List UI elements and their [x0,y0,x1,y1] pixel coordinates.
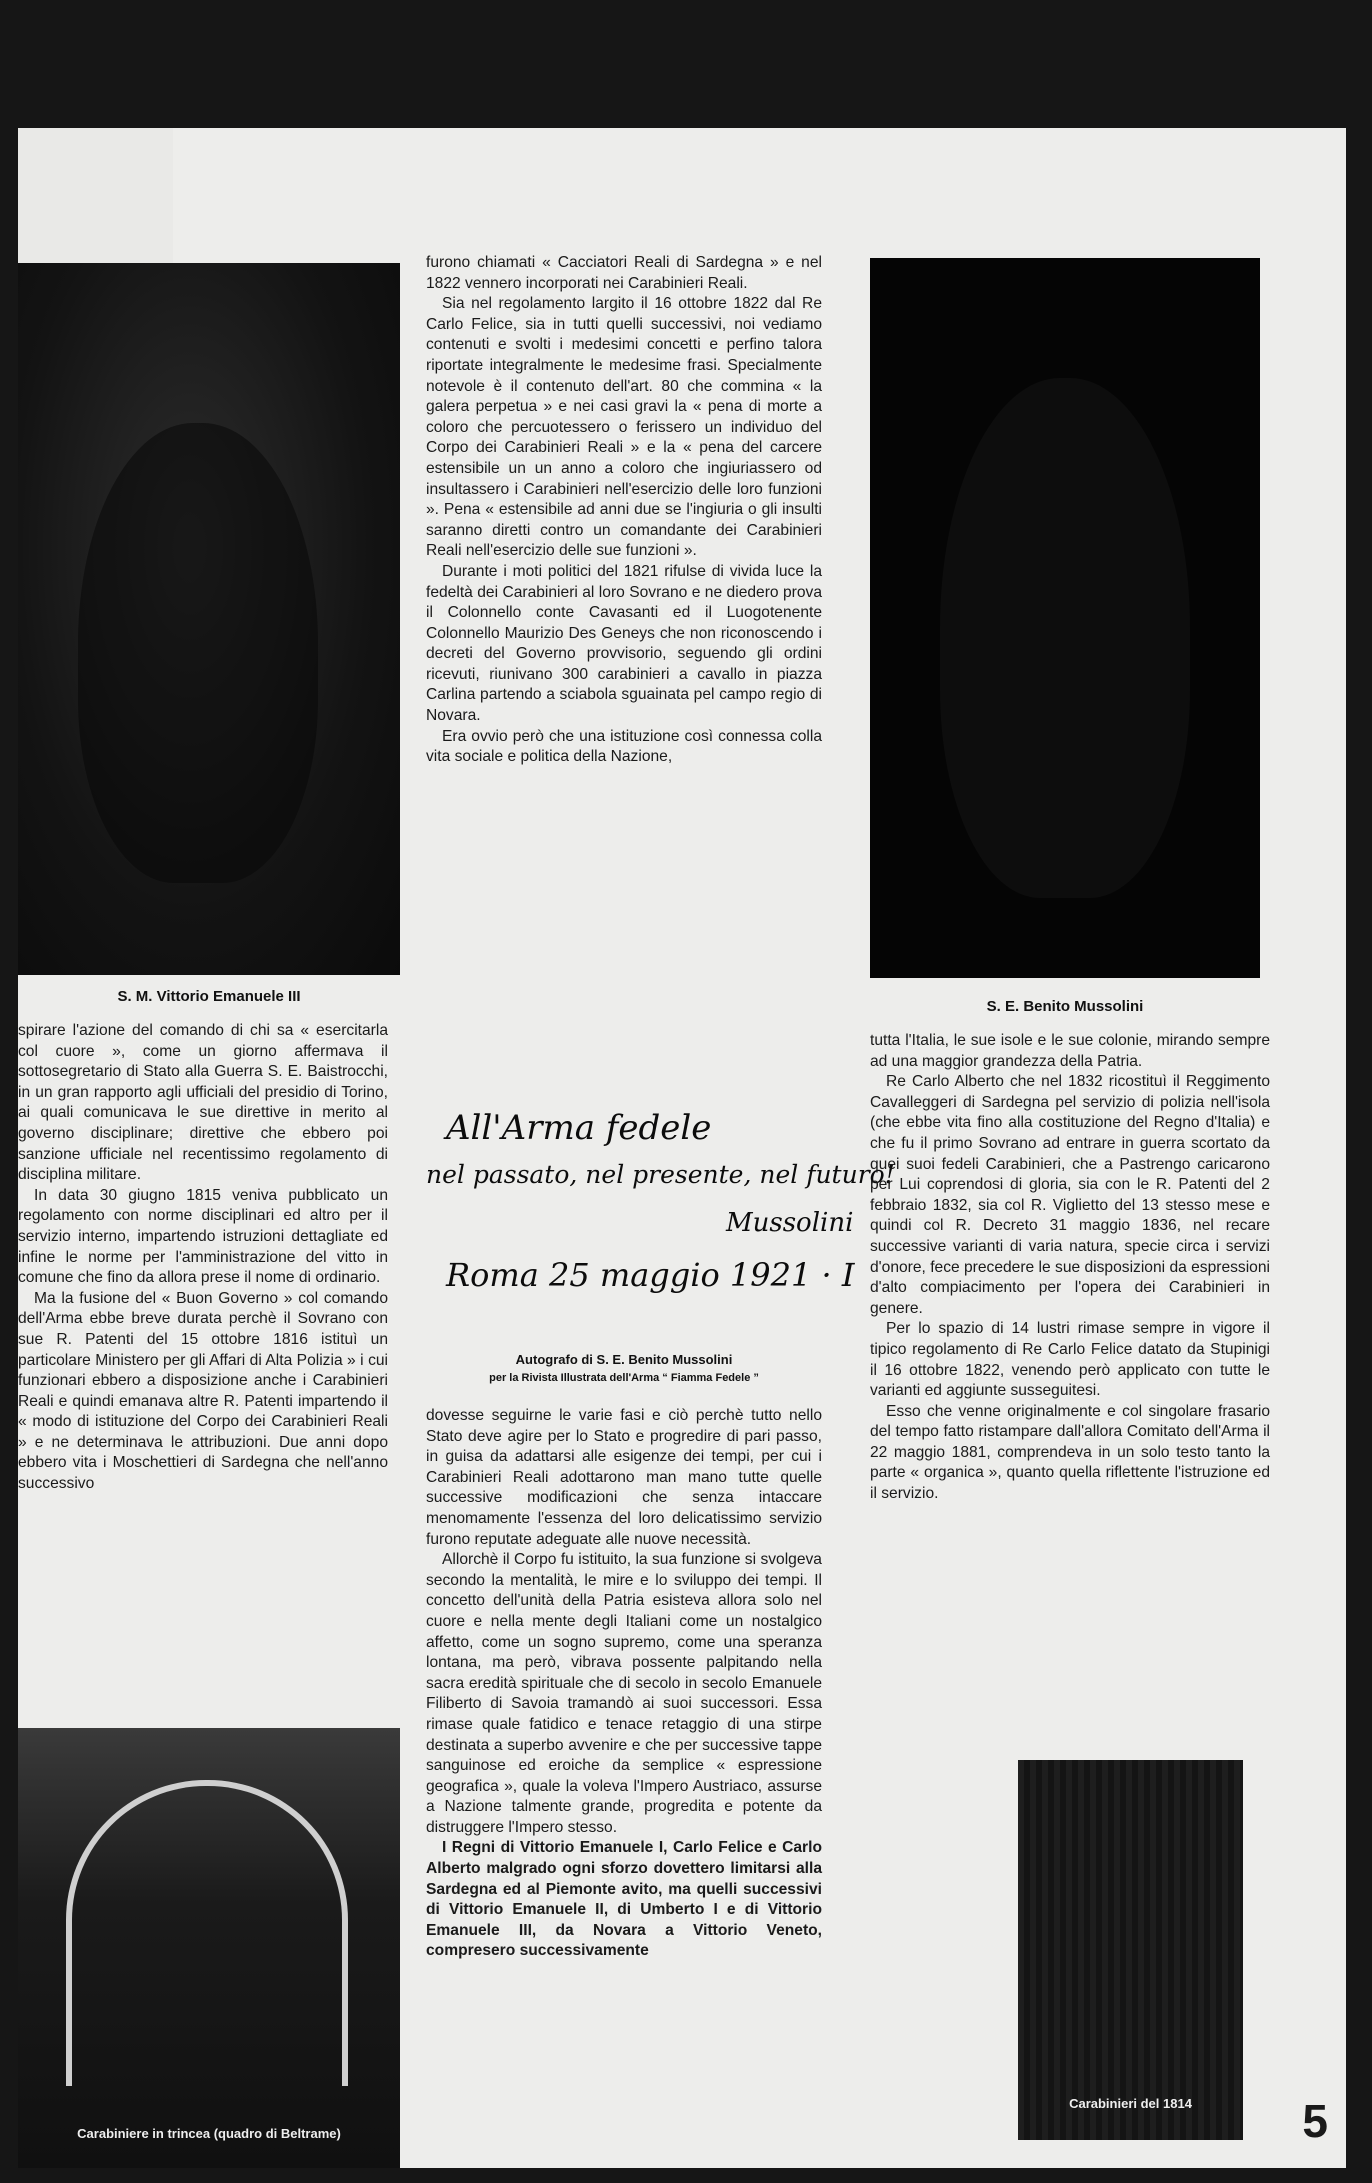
paragraph: Esso che venne originalmente e col singolare frasario del tempo fatto ristampare dall'allora Comitato dell'Arma il 22 maggio 1881, comprendeva in un solo testo tanto la parte « organica », quanto quella riflettente l'istruzione ed il servizio. [870,1402,1270,1503]
king-portrait-photo [18,263,400,975]
magazine-page [18,128,1346,2168]
paragraph: Durante i moti politici del 1821 rifulse di vivida luce la fedeltà dei Carabinieri al loro Sovrano e ne diedero prova il Colonnello conte Cavasanti ed il Luogotenente Colonnello Maurizio Des Geneys che non riconoscendo i decreti del Governo provvisorio, seguendo gli ordini ricevuti, riunivano 300 carabinieri a cavallo in piazza Carlina partendo a sciabola sguainata pel campo regio di Novara. [426,562,822,725]
autograph-caption: Autografo di S. E. Benito Mussolini [515,1352,733,1367]
autograph-line-3: Roma 25 maggio 1921 · I [446,1256,855,1294]
trench-caption: Carabiniere in trincea (quadro di Beltrame) [77,2126,341,2141]
king-caption: S. M. Vittorio Emanuele III [117,988,301,1005]
paragraph: Ma la fusione del « Buon Governo » col comando dell'Arma ebbe breve durata perchè il Sovrano con sue R. Patenti del 15 ottobre 1816 istituì un particolare Ministero per gli Affari di Alta Polizia » i cui funzionari ebbero a disposizione anche i Carabinieri Reali e quindi emanava altre R. Patenti impartendo il « modo di istituzione del Corpo dei Carabinieri Reali » e ne determinava le attribuzioni. Due anni dopo ebbero vita i Moschettieri di Sardegna che nell'anno successivo [18,1289,388,1493]
autograph-subcaption: per la Rivista Illustrata dell'Arma “ Fiamma Fedele ” [489,1372,759,1384]
paragraph: spirare l'azione del comando di chi sa « esercitarla col cuore », come un giorno affermava il sottosegretario di Stato alla Guerra S. E. Baistrocchi, in un gran rapporto agli ufficiali del presidio di Torino, ai quali comunicava le sue direttive in merito al governo disciplinare; direttive che ebbero poi sanzione ufficiale nel recentissimo regolamento di disciplina militare. [18,1022,388,1184]
cavalry-photo [1018,1760,1243,2140]
paragraph: Allorchè il Corpo fu istituito, la sua funzione si svolgeva secondo la mentalità, le mire e lo sviluppo dei tempi. Il concetto dell'unità della Patria esisteva allora solo nel cuore e nella mente degli Italiani come un nostalgico affetto, come un sogno supremo, come una speranza lontana, ma però, vibrava possente palpitando nella sacra eredità spirituale che di secolo in secolo Emanuele Filiberto di Savoia tramandò ai suoi successori. Essa rimase quale fatidico e tenace retaggio di una stirpe destinata a superbo avvenire e che per successive tappe sanguinose ed eroiche da semplice « espressione geografica », quale la voleva l'Impero Austriaco, assurse a Nazione talmente grande, progredita e potente da distruggere l'Impero stesso. [426,1551,822,1836]
arch-frame [66,1780,348,2086]
paragraph: Sia nel regolamento largito il 16 ottobre 1822 dal Re Carlo Felice, sia in tutti quelli successivi, noi vediamo contenuti e svolti i medesimi concetti e perfino talora riportate integralmente le medesime frasi. Specialmente notevole è il contenuto dell'art. 80 che commina « la galera perpetua » e nei casi gravi la « pena di morte a coloro che percuotessero o ferissero un individuo del Corpo dei Carabinieri Reali » e la « pena del carcere estensibile un un anno a coloro che ingiuriassero od insultassero i Carabinieri nell'esercizio delle loro funzioni ». Pena « estensibile ad anni due se l'ingiuria o gli insulti saranno diretti contro un comandante dei Carabinieri Reali nell'esercizio delle sue funzioni ». [426,295,822,560]
paragraph: I Regni di Vittorio Emanuele I, Carlo Felice e Carlo Alberto malgrado ogni sforzo dovettero limitarsi alla Sardegna ed al Piemonte avito, ma quelli successivi di Vittorio Emanuele II, di Umberto I e di Vittorio Emanuele III, da Novara a Vittorio Veneto, compresero successivamente [426,1839,822,1960]
paragraph: furono chiamati « Cacciatori Reali di Sardegna » e nel 1822 vennero incorporati nei Carabinieri Reali. [426,254,822,292]
paragraph: Per lo spazio di 14 lustri rimase sempre in vigore il tipico regolamento di Re Carlo Felice datato da Stupinigi il 16 ottobre 1822, venendo però applicato con tutte le varianti ed aggiunte susseguitesi. [870,1320,1270,1400]
page-number: 5 [1302,2095,1328,2147]
text-column-left [18,1021,388,1495]
duce-portrait-photo [870,258,1260,978]
page-corner [18,128,173,268]
paragraph: dovesse seguirne le varie fasi e ciò perchè tutto nello Stato deve agire per lo Stato e progredire di pari passo, in guisa da adattarsi alle esigenze dei tempi, per cui i Carabinieri Reali adottarono man mano tutte quelle successive modificazioni che senza intaccare menomamente l'essenza del loro delicatissimo servizio furono reputate adeguate alle nuove necessità. [426,1407,822,1548]
autograph-line-2: nel passato, nel presente, nel futuro! [426,1160,895,1189]
paragraph: Era ovvio però che una istituzione così connessa colla vita sociale e politica della Nazione, [426,727,822,766]
autograph-line-1: All'Arma fedele [446,1108,712,1148]
paragraph: tutta l'Italia, le sue isole e le sue colonie, mirando sempre ad una maggior grandezza della Patria. [870,1032,1270,1070]
cavalry-caption: Carabinieri del 1814 [1069,2096,1192,2111]
autograph-block [426,1108,895,1348]
text-column-right [870,1031,1270,1505]
duce-caption: S. E. Benito Mussolini [986,998,1144,1015]
text-column-middle-top [426,253,822,768]
autograph-signature: Mussolini [726,1208,854,1238]
paragraph: In data 30 giugno 1815 veniva pubblicato un regolamento con norme disciplinari ed altro per il servizio interno, impartendo istruzioni dettagliate ed infine le norme per l'amministrazione del vitto in comune che fino da allora prese il nome di ordinario. [18,1186,388,1287]
text-column-middle-bottom [426,1406,822,1962]
trench-painting-photo [18,1728,400,2168]
paragraph: Re Carlo Alberto che nel 1832 ricostituì il Reggimento Cavalleggeri di Sardegna pel servizio di polizia nell'isola (che ebbe vita fino alla costituzione del Regno d'Italia) e che fu il primo Sovrano ad entrare in guerra scortato da quei suoi fedeli Carabinieri, che a Pastrengo caricarono per Lui coprendosi di gloria, sia con le R. Patenti del 2 febbraio 1832, sia col R. Viglietto del 13 stesso mese e quindi col R. Decreto 31 maggio 1836, nel recare successive varianti di varia natura, specie circa i servizi d'onore, fece precedere le sue disposizioni da espressioni d'alto compiacimento per l'opera dei Carabinieri in genere. [870,1073,1270,1317]
